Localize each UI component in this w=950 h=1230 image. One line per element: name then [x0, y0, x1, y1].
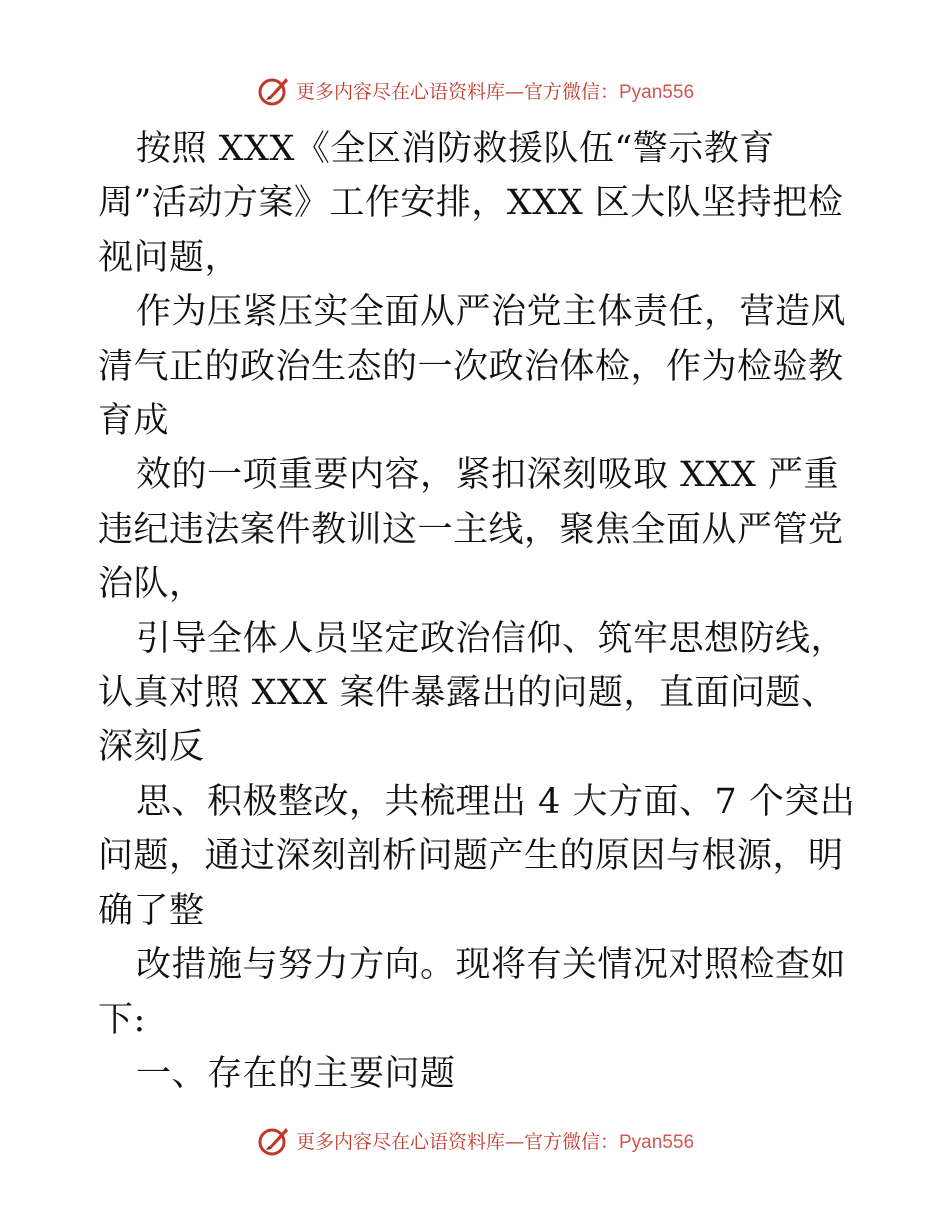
watermark-text: 更多内容尽在心语资料库—官方微信：: [295, 80, 619, 103]
paragraph-3: 效的一项重要内容，紧扣深刻吸取 XXX 严重违纪违法案件教训这一主线，聚焦全面从严管党治队，: [98, 455, 844, 605]
paragraph-2: 作为压紧压实全面从严治党主体责任，营造风清气正的政治生态的一次政治体检，作为检验教育成: [98, 292, 847, 442]
section-heading: 一、存在的主要问题: [136, 1053, 456, 1094]
watermark-id: Pyan556: [619, 1131, 695, 1153]
footer-watermark: [0, 1120, 950, 1160]
header-watermark: [0, 70, 950, 110]
paragraph-1: 按照 XXX《全区消防救援队伍“警示教育周”活动方案》工作安排，XXX 区大队坚持把检视问题，: [98, 129, 844, 278]
quill-logo-icon: [256, 72, 292, 108]
watermark-text: 更多内容尽在心语资料库—官方微信：: [295, 1130, 619, 1153]
paragraph-4: 引导全体人员坚定政治信仰、筑牢思想防线，认真对照 XXX 案件暴露出的问题，直面问题、深刻反: [98, 618, 847, 768]
paragraph-5: 思、积极整改，共梳理出 4 大方面、7 个突出问题，通过深刻剖析问题产生的原因与根源，明确了整: [98, 781, 856, 931]
paragraph-6: 改措施与努力方向。现将有关情况对照检查如下:: [98, 945, 847, 1040]
watermark-id: Pyan556: [619, 81, 695, 103]
document-body: [98, 122, 858, 1101]
quill-logo-icon: [256, 1122, 292, 1158]
